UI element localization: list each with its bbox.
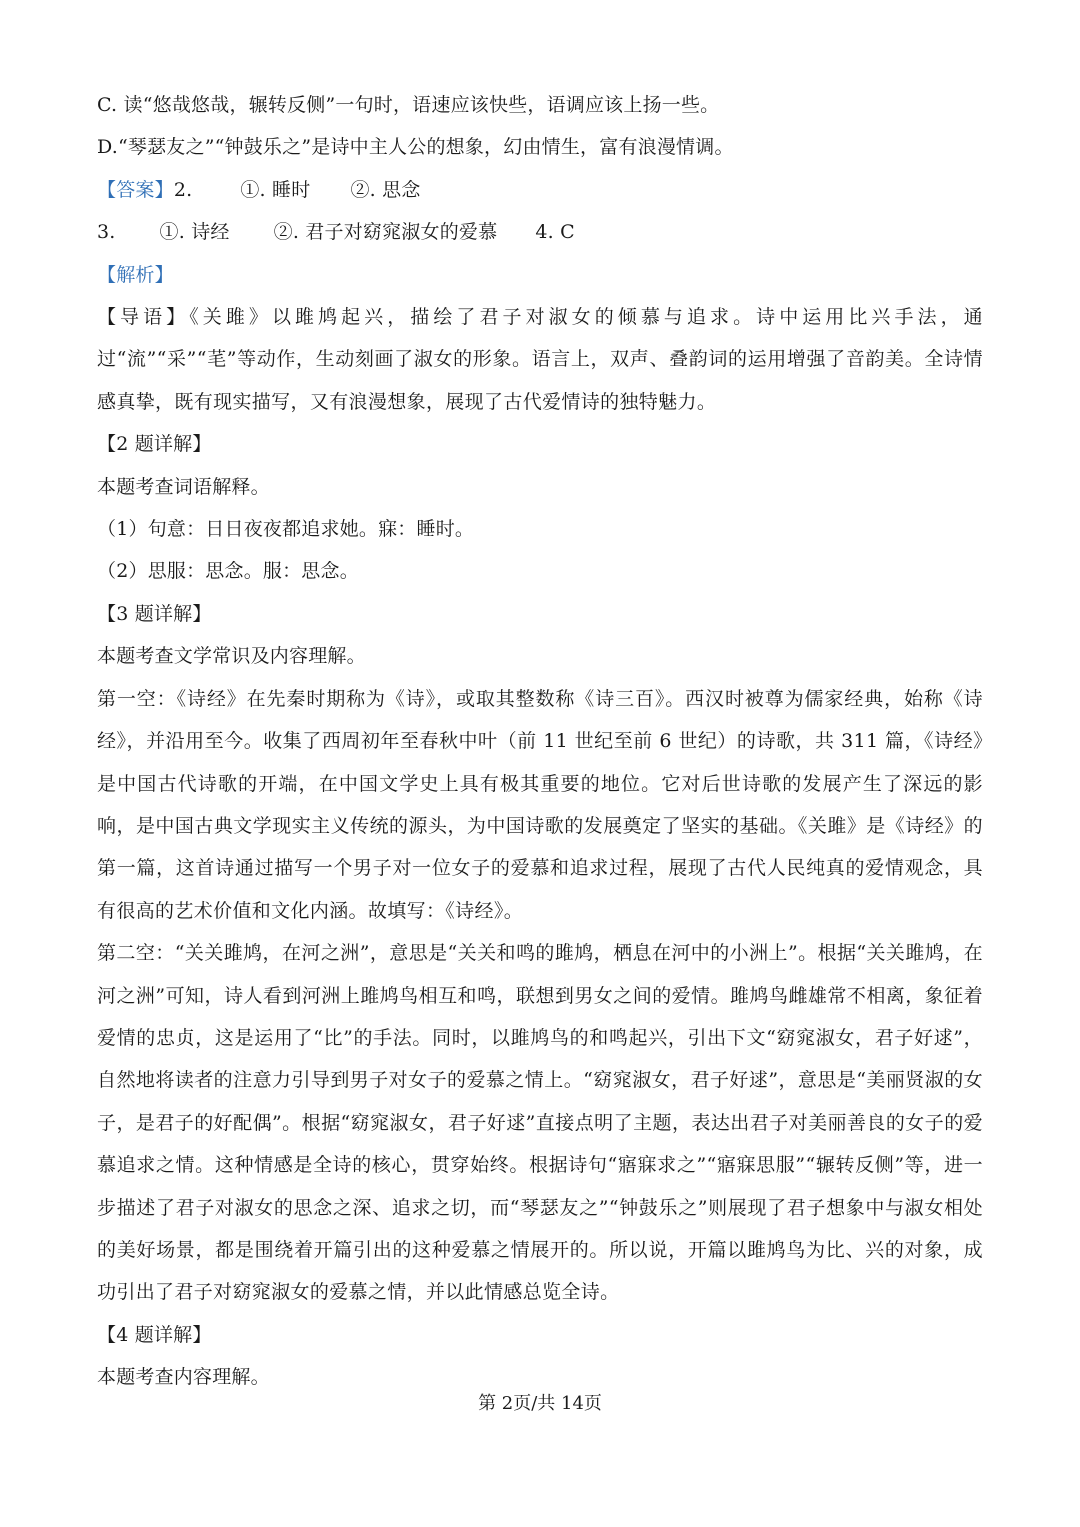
q3-detail-blank-2: 第二空：“关关雎鸠，在河之洲”，意思是“关关和鸣的雎鸠，栖息在河中的小洲上”。根据“关关雎鸠，在河之洲”可知，诗人看到河洲上雎鸠鸟相互和鸣，联想到男女之间的爱情。雎鸠鸟雌雄常不相离，象征着爱情的忠贞，这是运用了“比”的手法。同时，以雎鸠鸟的和鸣起兴，引出下文“窈窕淑女，君子好逑”，自然地将读者的注意力引导到男子对女子的爱慕之情上。“窈窕淑女，君子好逑”，意思是“美丽贤淑的女子，是君子的好配偶”。根据“窈窕淑女，君子好逑”直接点明了主题，表达出君子对美丽善良的女子的爱慕追求之情。这种情感是全诗的核心，贯穿始终。根据诗句“寤寐求之”“寤寐思服”“辗转反侧”等，进一步描述了君子对淑女的思念之深、追求之切，而“琴瑟友之”“钟鼓乐之”则展现了君子想象中与淑女相处的美好场景，都是围绕着开篇引出的这种爱慕之情展开的。所以说，开篇以雎鸠鸟为比、兴的对象，成功引出了君子对窈窕淑女的爱慕之情，并以此情感总览全诗。 (97, 942, 983, 1304)
answer-q3-number: 3. (97, 221, 116, 244)
answer-line-2 (97, 211, 983, 253)
answer-label: 【答案】 (97, 178, 174, 201)
q2-detail-heading: 【2 题详解】 (97, 433, 212, 456)
option-c: C. 读“悠哉悠哉，辗转反侧”一句时，语速应该快些，语调应该上扬一些。 (97, 94, 720, 116)
q4-detail-heading: 【4 题详解】 (97, 1323, 212, 1346)
q3-detail-description: 本题考查文学常识及内容理解。 (97, 645, 366, 668)
answer-q3-item2: ②. 君子对窈窕淑女的爱慕 (273, 221, 498, 244)
q2-detail-description: 本题考查词语解释。 (97, 475, 270, 498)
analysis-label: 【解析】 (97, 263, 174, 286)
q4-detail-description: 本题考查内容理解。 (97, 1366, 270, 1389)
document-page (97, 84, 983, 1399)
page-number: 第 2页/共 14页 (478, 1393, 602, 1414)
q3-detail-blank-1: 第一空：《诗经》在先秦时期称为《诗》，或取其整数称《诗三百》。西汉时被尊为儒家经典，始称《诗经》，并沿用至今。收集了西周初年至春秋中叶（前 11 世纪至前 6 世纪）的诗歌，共 311 篇，《诗经》是中国古代诗歌的开端，在中国文学史上具有极其重要的地位。它对后世诗歌的发展产生了深远的影响，是中国古典文学现实主义传统的源头，为中国诗歌的发展奠定了坚实的基础。《关雎》是《诗经》的第一篇，这首诗通过描写一个男子对一位女子的爱慕和追求过程，展现了古代人民纯真的爱情观念，具有很高的艺术价值和文化内涵。故填写：《诗经》。 (97, 687, 983, 922)
q2-detail-item-1: （1）句意：日日夜夜都追求她。寐：睡时。 (97, 518, 475, 541)
analysis-intro: 【导语】《关雎》以雎鸠起兴，描绘了君子对淑女的倾慕与追求。诗中运用比兴手法，通过“流”“采”“芼”等动作，生动刻画了淑女的形象。语言上，双声、叠韵词的运用增强了音韵美。全诗情感真挚，既有现实描写，又有浪漫想象，展现了古代爱情诗的独特魅力。 (97, 306, 983, 413)
answer-q2-item1: ①. 睡时 (240, 178, 311, 201)
answer-q2-item2: ②. 思念 (350, 178, 421, 201)
answer-line-1 (97, 169, 983, 211)
q2-detail-item-2: （2）思服：思念。服：思念。 (97, 560, 359, 583)
answer-q4: 4. C (535, 221, 575, 244)
answer-q2-number: 2. (173, 178, 193, 201)
answer-q3-item1: ①. 诗经 (159, 221, 230, 244)
option-d: D.“琴瑟友之”“钟鼓乐之”是诗中主人公的想象，幻由情生，富有浪漫情调。 (97, 136, 734, 159)
q3-detail-heading: 【3 题详解】 (97, 602, 212, 625)
